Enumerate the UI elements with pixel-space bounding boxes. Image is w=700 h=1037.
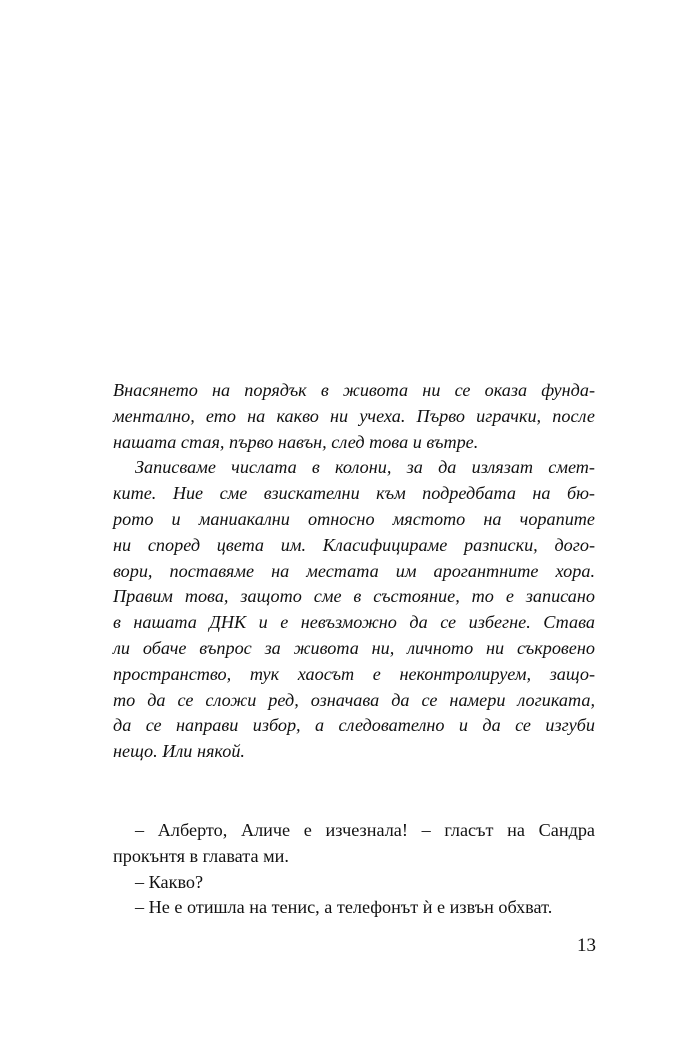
epigraph-line: Внасянето на порядък в живота ни се оказа фунда- bbox=[113, 380, 595, 400]
epigraph-line: ни според цвета им. Класифицираме разписки, дого- bbox=[113, 534, 595, 555]
dialogue-passage bbox=[113, 818, 595, 921]
epigraph-line: Записваме числата в колони, за да излязат смет- bbox=[135, 457, 595, 478]
epigraph-line: ли обаче въпрос за живота ни, личното ни съкровено bbox=[113, 637, 595, 658]
dialogue-line: – Какво? bbox=[135, 871, 204, 892]
epigraph-italic-passage bbox=[113, 378, 595, 765]
page-number: 13 bbox=[577, 935, 596, 956]
epigraph-line: ментално, ето на какво ни учеха. Първо играчки, после bbox=[113, 405, 595, 426]
epigraph-line: в нашата ДНК и е невъзможно да се избегне. Става bbox=[113, 612, 595, 633]
dialogue-line: прокънтя в главата ми. bbox=[113, 845, 289, 866]
epigraph-line: то да се сложи ред, означава да се намери логиката, bbox=[113, 689, 595, 710]
epigraph-line: рото и маниакални относно мястото на чорапите bbox=[113, 508, 595, 529]
dialogue-line: – Алберто, Аличе е изчезнала! – гласът на Сандра bbox=[135, 820, 595, 840]
epigraph-line: ките. Ние сме взискателни към подредбата на бю- bbox=[113, 483, 595, 504]
epigraph-line: вори, поставяме на местата им арогантните хора. bbox=[113, 560, 595, 581]
epigraph-line: да се направи избор, а следователно и да се изгуби bbox=[113, 715, 595, 736]
dialogue-line: – Не е отишла на тенис, а телефонът ѝ е извън обхват. bbox=[135, 897, 553, 918]
epigraph-line: Правим това, защото сме в състояние, то е записано bbox=[113, 586, 595, 607]
epigraph-line: нашата стая, първо навън, след това и вътре. bbox=[113, 431, 479, 452]
epigraph-line: нещо. Или някой. bbox=[113, 741, 245, 762]
epigraph-line: пространство, тук хаосът е неконтролируем, защо- bbox=[113, 663, 595, 684]
